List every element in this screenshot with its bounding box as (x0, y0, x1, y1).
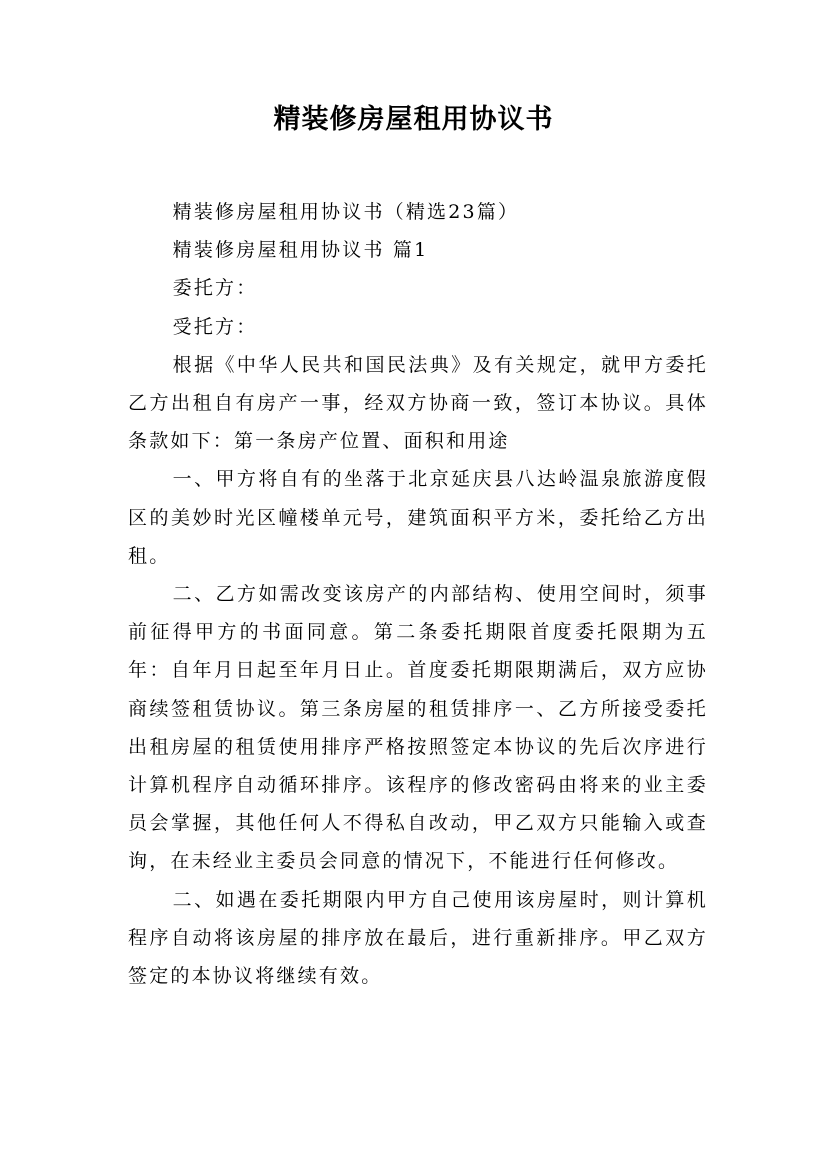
paragraph-clause-3-2: 二、如遇在委托期限内甲方自己使用该房屋时，则计算机程序自动将该房屋的排序放在最后，进行重新排序。甲乙双方签定的本协议将继续有效。 (128, 888, 708, 988)
document-title: 精装修房屋租用协议书 (273, 104, 554, 135)
paragraph-subtitle: 精装修房屋租用协议书（精选23篇） (172, 201, 520, 223)
paragraph-entrusted-party: 受托方： (172, 315, 258, 338)
paragraph-preamble: 根据《中华人民共和国民法典》及有关规定，就甲方委托乙方出租自有房产一事，经双方协商一致，签订本协议。具体条款如下：第一条房产位置、面积和用途 (128, 353, 708, 453)
document-body (128, 193, 708, 995)
paragraph-section-heading: 精装修房屋租用协议书 篇1 (172, 239, 429, 262)
paragraph-clause-1-2: 二、乙方如需改变该房产的内部结构、使用空间时，须事前征得甲方的书面同意。第二条委托期限首度委托限期为五年：自年月日起至年月日止。首度委托期限期满后，双方应协商续签租赁协议。第三条房屋的租赁排序一、乙方所接受委托出租房屋的租赁使用排序严格按照签定本协议的先后次序进行计算机程序自动循环排序。该程序的修改密码由将来的业主委员会掌握，其他任何人不得私自改动，甲乙双方只能输入或查询，在未经业主委员会同意的情况下，不能进行任何修改。 (128, 583, 708, 873)
paragraph-entrusting-party: 委托方： (172, 277, 258, 300)
paragraph-clause-1-1: 一、甲方将自有的坐落于北京延庆县八达岭温泉旅游度假区的美妙时光区幢楼单元号，建筑面积平方米，委托给乙方出租。 (128, 468, 708, 567)
